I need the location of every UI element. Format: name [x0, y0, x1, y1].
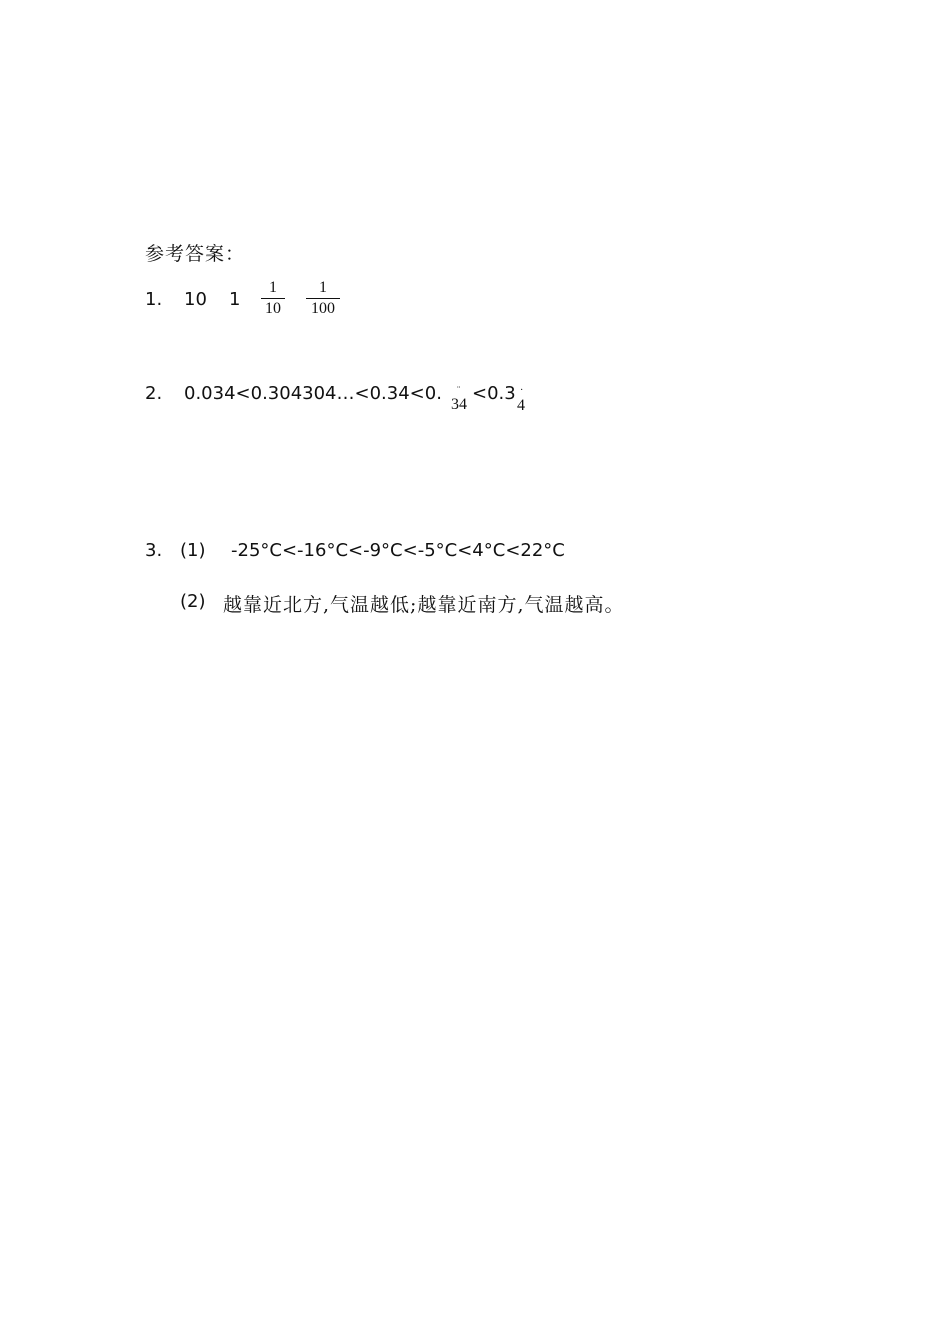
q1-number: 1. — [145, 289, 163, 310]
answer-heading: 参考答案： — [145, 243, 246, 265]
q3-part2-label: (2) — [180, 591, 206, 612]
q3-part1-temperatures: -25°C<-16°C<-9°C<-5°C<4°C<22°C — [231, 540, 565, 561]
repeat-dots: ¨ — [457, 385, 461, 396]
q3-part2-explanation: 越靠近北方,气温越低;越靠近南方,气温越高。 — [223, 594, 625, 616]
fraction-bar — [261, 298, 285, 299]
repeat-dot: · — [520, 385, 524, 396]
q1-fraction-tenth — [261, 279, 285, 318]
q2-repeating-digits-34: ¨ 34 — [451, 385, 467, 413]
q2-less-than: <0.3 — [472, 383, 516, 404]
q1-answer-a: 10 — [184, 289, 207, 310]
q2-comparison-chain: 0.034<0.304304…<0.34<0. — [184, 383, 442, 404]
fraction-denominator: 10 — [265, 300, 281, 317]
fraction-bar — [306, 298, 340, 299]
fraction-numerator: 1 — [319, 279, 327, 296]
q1-answer-b: 1 — [229, 289, 241, 310]
q3-part1-label: (1) — [180, 540, 206, 561]
fraction-numerator: 1 — [269, 279, 277, 296]
q3-number: 3. — [145, 540, 163, 561]
fraction-denominator: 100 — [311, 300, 335, 317]
q2-number: 2. — [145, 383, 163, 404]
q2-repeating-digit-4: · 4 — [517, 385, 525, 414]
q1-fraction-hundredth — [306, 279, 340, 318]
